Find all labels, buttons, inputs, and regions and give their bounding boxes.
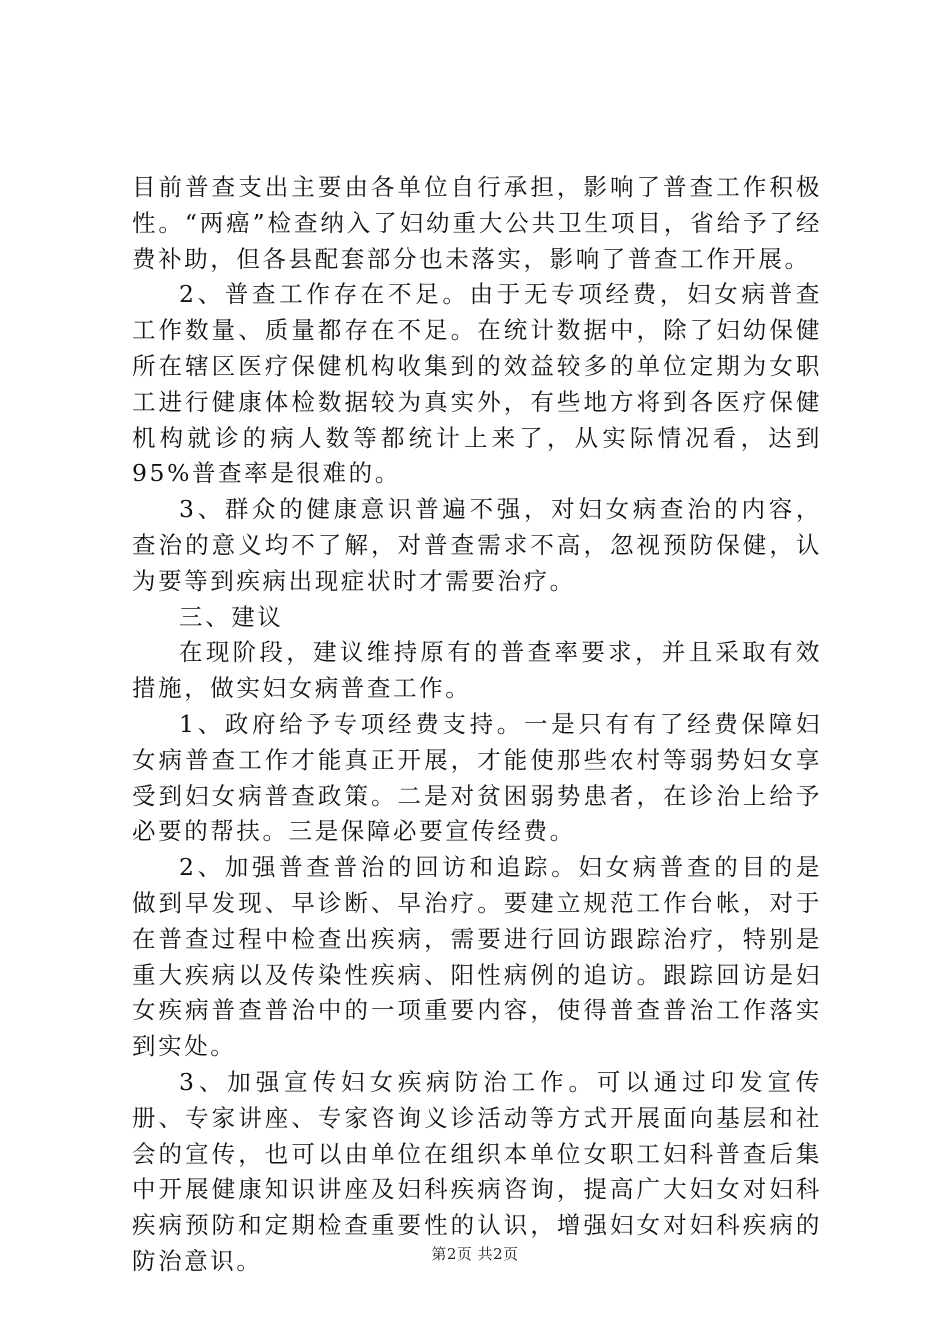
paragraph-suggestion-publicity: 3、加强宣传妇女疾病防治工作。可以通过印发宣传册、专家讲座、专家咨询义诊活动等方式开展面向基层和社会的宣传，也可以由单位在组织本单位女职工妇科普查后集中开展健康知识讲座及妇科疾病咨询，提高广大妇女对妇科疾病预防和定期检查重要性的认识，增强妇女对妇科疾病的防治意识。 bbox=[132, 1067, 822, 1275]
page-footer bbox=[0, 1244, 950, 1264]
paragraph-suggestion-followup: 2、加强普查普治的回访和追踪。妇女病普查的目的是做到早发现、早诊断、早治疗。要建立规范工作台帐，对于在普查过程中检查出疾病，需要进行回访跟踪治疗，特别是重大疾病以及传染性疾病、阳性病例的追访。跟踪回访是妇女疾病普查普治中的一项重要内容，使得普查普治工作落实到实处。 bbox=[132, 853, 822, 1061]
section-heading-suggestions: 三、建议 bbox=[179, 602, 284, 631]
paragraph-funding-continuation: 目前普查支出主要由各单位自行承担，影响了普查工作积极性。“两癌”检查纳入了妇幼重大公共卫生项目，省给予了经费补助，但各县配套部分也未落实，影响了普查工作开展。 bbox=[132, 173, 822, 273]
paragraph-suggestions-intro: 在现阶段，建议维持原有的普查率要求，并且采取有效措施，做实妇女病普查工作。 bbox=[132, 638, 822, 703]
paragraph-suggestion-funding: 1、政府给予专项经费支持。一是只有有了经费保障妇女病普查工作才能真正开展，才能使那些农村等弱势妇女享受到妇女病普查政策。二是对贫困弱势患者，在诊治上给予必要的帮扶。三是保障必要宣传经费。 bbox=[132, 709, 822, 846]
paragraph-survey-shortcomings: 2、普查工作存在不足。由于无专项经费，妇女病普查工作数量、质量都存在不足。在统计数据中，除了妇幼保健所在辖区医疗保健机构收集到的效益较多的单位定期为女职工进行健康体检数据较为真实外，有些地方将到各医疗保健机构就诊的病人数等都统计上来了，从实际情况看，达到95%普查率是很难的。 bbox=[132, 280, 822, 488]
page-number-label: 第2页 共2页 bbox=[431, 1245, 519, 1263]
document-body bbox=[132, 170, 822, 1280]
paragraph-health-awareness: 3、群众的健康意识普遍不强，对妇女病查治的内容，查治的意义均不了解，对普查需求不高，忽视预防保健，认为要等到疾病出现症状时才需要治疗。 bbox=[132, 495, 822, 595]
